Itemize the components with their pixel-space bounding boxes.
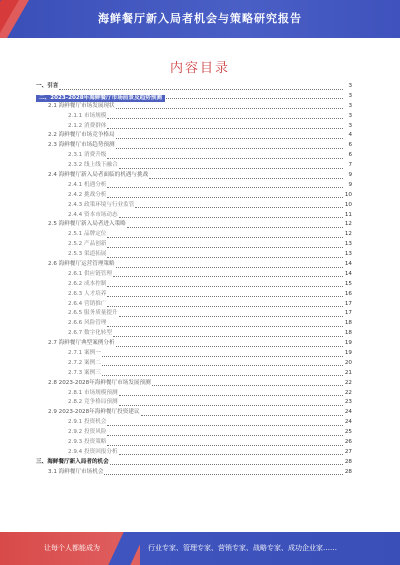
toc-entry-label: 2.6.4 营销推广 bbox=[68, 300, 107, 307]
toc-entry-page: 15 bbox=[344, 280, 352, 287]
toc-entry[interactable] bbox=[34, 240, 352, 250]
toc-entry-label: 2.2 海鲜餐厅市场竞争格局 bbox=[48, 132, 115, 139]
toc-entry[interactable] bbox=[34, 260, 352, 270]
toc-entry-label: 2.7.2 案例二 bbox=[68, 359, 101, 366]
table-of-contents bbox=[34, 82, 352, 478]
toc-dot-leader bbox=[107, 285, 343, 287]
toc-entry[interactable] bbox=[34, 389, 352, 399]
toc-dot-leader bbox=[107, 434, 343, 436]
toc-entry-label: 2.8.2 竞争格局预测 bbox=[68, 399, 118, 406]
toc-entry-label: 2.6 海鲜餐厅运营管理策略 bbox=[48, 261, 115, 268]
toc-dot-leader bbox=[107, 246, 343, 248]
toc-entry[interactable] bbox=[34, 339, 352, 349]
toc-entry[interactable] bbox=[34, 468, 352, 478]
toc-entry[interactable] bbox=[34, 448, 352, 458]
toc-entry[interactable] bbox=[34, 220, 352, 230]
toc-entry-page: 23 bbox=[344, 399, 352, 406]
toc-dot-leader bbox=[141, 414, 343, 416]
toc-dot-leader bbox=[119, 167, 343, 169]
toc-entry-label: 2.7.3 案例三 bbox=[68, 369, 101, 376]
toc-entry[interactable] bbox=[34, 270, 352, 280]
toc-entry-label: 2.1.2 消费群体 bbox=[68, 122, 107, 129]
toc-entry[interactable] bbox=[34, 141, 352, 151]
toc-entry[interactable] bbox=[34, 250, 352, 260]
toc-entry-page: 3 bbox=[348, 112, 352, 119]
toc-entry-page: 12 bbox=[344, 231, 352, 238]
toc-dot-leader bbox=[102, 374, 343, 376]
toc-dot-leader bbox=[107, 305, 343, 307]
toc-entry[interactable] bbox=[34, 319, 352, 329]
toc-entry-page: 4 bbox=[348, 132, 352, 139]
toc-dot-leader bbox=[119, 404, 343, 406]
toc-entry[interactable] bbox=[34, 438, 352, 448]
toc-entry-page: 20 bbox=[344, 359, 352, 366]
toc-entry-label: 2.9.2 投资风险 bbox=[68, 429, 107, 436]
toc-dot-leader bbox=[113, 335, 343, 337]
toc-dot-leader bbox=[116, 137, 343, 139]
toc-entry-page: 19 bbox=[344, 350, 352, 357]
toc-entry[interactable] bbox=[34, 369, 352, 379]
toc-entry[interactable] bbox=[34, 191, 352, 201]
toc-dot-leader bbox=[107, 186, 343, 188]
toc-entry-label: 2.4.4 资本市场动态 bbox=[68, 211, 118, 218]
toc-entry-page: 27 bbox=[344, 448, 352, 455]
toc-entry-page: 25 bbox=[344, 429, 352, 436]
toc-dot-leader bbox=[107, 157, 343, 159]
toc-entry-label: 2.4.3 政策环境与行业监管 bbox=[68, 201, 135, 208]
toc-dot-leader bbox=[119, 315, 343, 317]
toc-dot-leader bbox=[116, 345, 343, 347]
toc-entry-label: 2.4.2 挑战分析 bbox=[68, 191, 107, 198]
toc-entry-label: 2.3.2 线上线下融合 bbox=[68, 162, 118, 169]
toc-entry-page: 28 bbox=[344, 458, 352, 465]
toc-entry-page: 9 bbox=[348, 181, 352, 188]
toc-entry-page: 17 bbox=[344, 310, 352, 317]
toc-entry-page: 13 bbox=[344, 251, 352, 258]
toc-entry-label: 2.9 2023-2028年海鲜餐厅投资建议 bbox=[48, 409, 140, 416]
toc-entry-page: 9 bbox=[348, 172, 352, 178]
toc-dot-leader bbox=[107, 295, 343, 297]
toc-entry[interactable] bbox=[34, 329, 352, 339]
toc-entry-page: 28 bbox=[344, 468, 352, 475]
toc-entry-label: 2.3.1 消费升级 bbox=[68, 152, 107, 159]
toc-entry-page: 6 bbox=[348, 152, 352, 159]
toc-dot-leader bbox=[107, 444, 343, 446]
toc-entry[interactable] bbox=[34, 112, 352, 122]
toc-entry[interactable] bbox=[34, 181, 352, 191]
toc-entry-label: 一、引言 bbox=[36, 82, 59, 89]
toc-entry-page: 10 bbox=[344, 201, 352, 208]
toc-dot-leader bbox=[107, 117, 343, 119]
toc-entry[interactable] bbox=[34, 171, 352, 181]
toc-dot-leader bbox=[135, 206, 343, 208]
toc-entry-label: 2.6.1 供应链管理 bbox=[68, 270, 112, 277]
toc-entry[interactable] bbox=[34, 309, 352, 319]
toc-entry-label: 2.6.2 成本控制 bbox=[68, 280, 107, 287]
toc-entry-page: 3 bbox=[348, 102, 352, 109]
toc-entry-label: 3.1 海鲜餐厅市场机会 bbox=[48, 468, 104, 475]
toc-entry-page: 14 bbox=[344, 261, 352, 268]
toc-entry-label: 2.6.6 风险管理 bbox=[68, 320, 107, 327]
toc-entry-page: 14 bbox=[344, 270, 352, 277]
toc-entry-page: 3 bbox=[348, 82, 352, 89]
toc-dot-leader bbox=[119, 394, 343, 396]
toc-entry-page: 12 bbox=[344, 221, 352, 228]
toc-entry-label: 2.5.3 渠道拓展 bbox=[68, 251, 107, 258]
toc-dot-leader bbox=[119, 216, 343, 218]
report-title: 海鲜餐厅新入局者机会与策略研究报告 bbox=[98, 12, 302, 25]
toc-dot-leader bbox=[107, 127, 343, 129]
toc-entry-label: 2.4 海鲜餐厅新入局者面临的机遇与挑战 bbox=[48, 172, 149, 178]
toc-entry-label: 2.1.1 市场规模 bbox=[68, 112, 107, 119]
toc-dot-leader bbox=[116, 107, 343, 109]
toc-entry-page: 16 bbox=[344, 290, 352, 297]
toc-entry-page: 18 bbox=[344, 320, 352, 327]
toc-entry[interactable] bbox=[34, 349, 352, 359]
toc-dot-leader bbox=[107, 424, 343, 426]
toc-entry[interactable] bbox=[34, 131, 352, 141]
toc-entry[interactable] bbox=[34, 280, 352, 290]
toc-entry[interactable] bbox=[34, 102, 352, 112]
toc-dot-leader bbox=[113, 275, 343, 277]
toc-entry[interactable] bbox=[34, 290, 352, 300]
toc-dot-leader bbox=[116, 147, 343, 149]
footer-divider-shape bbox=[108, 532, 145, 565]
toc-entry-page: 6 bbox=[348, 142, 352, 149]
toc-entry[interactable] bbox=[34, 399, 352, 409]
toc-entry[interactable] bbox=[34, 379, 352, 389]
toc-entry[interactable] bbox=[34, 418, 352, 428]
toc-entry[interactable] bbox=[34, 82, 352, 92]
toc-dot-leader bbox=[59, 88, 343, 90]
toc-entry-label: 2.7 海鲜餐厅典型案例分析 bbox=[48, 340, 115, 347]
toc-entry-label: 2.5.2 产品创新 bbox=[68, 241, 107, 248]
footer-banner bbox=[0, 532, 400, 565]
toc-entry-label: 2.3 海鲜餐厅市场趋势预测 bbox=[48, 142, 115, 149]
toc-dot-leader bbox=[127, 226, 343, 228]
toc-entry-label: 2.6.5 服务质量提升 bbox=[68, 310, 118, 317]
toc-dot-leader bbox=[110, 463, 343, 465]
toc-entry-page: 21 bbox=[344, 369, 352, 376]
toc-entry-label: 2.9.1 投资机会 bbox=[68, 419, 107, 426]
toc-entry-label: 2.9.3 投资策略 bbox=[68, 439, 107, 446]
toc-dot-leader bbox=[166, 97, 343, 99]
toc-entry[interactable] bbox=[34, 408, 352, 418]
footer-slogan-right: 行业专家、管理专家、营销专家、战略专家、成功企业家…… bbox=[148, 544, 337, 552]
toc-entry-page: 3 bbox=[348, 92, 352, 99]
toc-entry-page: 22 bbox=[344, 379, 352, 386]
toc-entry[interactable] bbox=[34, 211, 352, 221]
toc-dot-leader bbox=[107, 236, 343, 238]
toc-entry-label: 2.4.1 机遇分析 bbox=[68, 181, 107, 188]
toc-entry-page: 26 bbox=[344, 439, 352, 446]
toc-entry-label: 2.5 海鲜餐厅新入局者进入策略 bbox=[48, 221, 126, 228]
toc-entry[interactable] bbox=[34, 122, 352, 132]
toc-entry-page: 3 bbox=[348, 122, 352, 129]
toc-entry[interactable] bbox=[34, 300, 352, 310]
toc-dot-leader bbox=[107, 325, 343, 327]
toc-dot-leader bbox=[102, 364, 343, 366]
toc-entry-page: 18 bbox=[344, 330, 352, 337]
toc-entry-label: 二、2023-2028年海鲜餐厅市场前景及趋势预测 bbox=[36, 95, 165, 102]
toc-entry[interactable] bbox=[34, 428, 352, 438]
toc-entry[interactable] bbox=[34, 151, 352, 161]
toc-dot-leader bbox=[116, 266, 343, 268]
toc-entry-label: 2.6.3 人才培养 bbox=[68, 290, 107, 297]
toc-entry-page: 10 bbox=[344, 191, 352, 198]
toc-entry-page: 11 bbox=[344, 211, 352, 218]
toc-entry-label: 2.8.1 市场规模预测 bbox=[68, 389, 118, 396]
toc-heading: 内容目录 bbox=[169, 61, 230, 76]
toc-entry-page: 17 bbox=[344, 300, 352, 307]
toc-entry-page: 7 bbox=[348, 162, 352, 169]
toc-entry-page: 22 bbox=[344, 389, 352, 396]
header-banner bbox=[0, 0, 400, 38]
toc-entry-label: 2.7.1 案例一 bbox=[68, 350, 101, 357]
toc-dot-leader bbox=[107, 196, 343, 198]
toc-entry-label: 2.9.4 投资回报分析 bbox=[68, 448, 118, 455]
toc-dot-leader bbox=[107, 256, 343, 258]
toc-entry-page: 19 bbox=[344, 340, 352, 347]
toc-dot-leader bbox=[104, 473, 343, 475]
toc-dot-leader bbox=[149, 177, 343, 179]
toc-dot-leader bbox=[119, 453, 343, 455]
footer-slogan-left: 让每个人都能成为 bbox=[44, 544, 100, 552]
toc-entry[interactable] bbox=[34, 359, 352, 369]
toc-entry[interactable] bbox=[34, 161, 352, 171]
toc-entry[interactable] bbox=[34, 92, 352, 102]
toc-dot-leader bbox=[152, 384, 343, 386]
toc-entry-label: 2.5.1 品牌定位 bbox=[68, 231, 107, 238]
toc-entry-page: 13 bbox=[344, 241, 352, 248]
toc-entry-label: 2.1 海鲜餐厅市场发展现状 bbox=[48, 102, 115, 109]
toc-entry-label: 三、海鲜餐厅新入局者的机会 bbox=[36, 458, 109, 465]
toc-entry[interactable] bbox=[34, 458, 352, 468]
toc-entry[interactable] bbox=[34, 201, 352, 211]
toc-entry-page: 24 bbox=[344, 419, 352, 426]
toc-entry-label: 2.6.7 数字化转型 bbox=[68, 330, 112, 337]
toc-dot-leader bbox=[102, 355, 343, 357]
toc-entry-page: 24 bbox=[344, 409, 352, 416]
toc-entry[interactable] bbox=[34, 230, 352, 240]
toc-entry-label: 2.8 2023-2028年海鲜餐厅市场发展预测 bbox=[48, 379, 151, 386]
